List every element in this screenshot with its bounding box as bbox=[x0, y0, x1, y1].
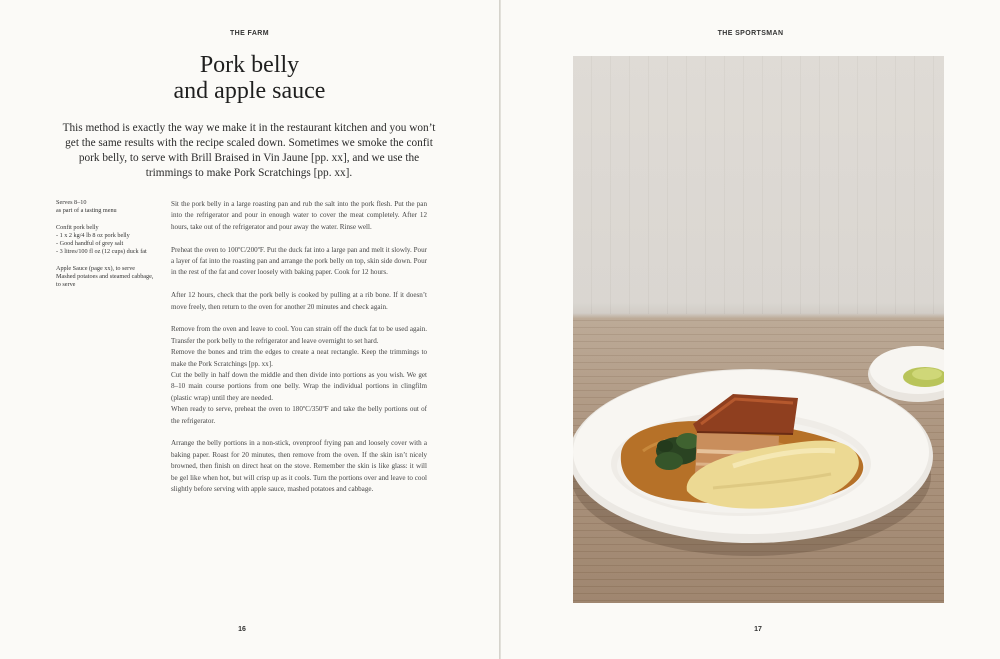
serves-note: as part of a tasting menu bbox=[56, 207, 117, 215]
left-page bbox=[0, 0, 499, 659]
ingredient-item: - Good handful of grey salt bbox=[56, 240, 124, 248]
recipe-intro: This method is exactly the way we make it in the restaurant kitchen and you won’t get the same results with the recipe scaled down. Sometimes we smoke the confit pork belly, to serve with Brill Braised in Vin Jaune [pp. xx], and we use the trimmings to make Pork Scratchings [pp. xx]. bbox=[62, 122, 436, 179]
serve-with-item: Apple Sauce (page xx), to serve bbox=[56, 264, 136, 272]
recipe-title-line-2: and apple sauce bbox=[173, 78, 326, 104]
method-line: Cut the belly in half down the middle and then divide into portions as you wish. We get 8–10 main course portions from one belly. Wrap the individual portions in clingfilm (plastic wrap) until they are needed. bbox=[171, 371, 427, 402]
page-number-right: 17 bbox=[754, 626, 762, 633]
method-paragraph: Arrange the belly portions in a non-stick, ovenproof frying pan and loosely cover with a baking paper. Roast for 20 minutes, then remove from the oven. If the skin isn’t nicely browned, then finish on direct heat on the stove. Remember the skin is like glass: it will be gel like when hot, but will crisp up as it cools. Turn the portions over and leave to cool slightly before serving with apple sauce, mashed potatoes and cabbage. bbox=[171, 439, 427, 494]
method-line: When ready to serve, preheat the oven to 180ºC/350ºF and take the belly portions out of the refrigerator. bbox=[171, 405, 427, 425]
running-head-right: THE SPORTSMAN bbox=[717, 30, 784, 37]
method-paragraph: Preheat the oven to 100ºC/200ºF. Put the duck fat into a large pan and melt it slowly. Pour a layer of fat into the roasting pan and arrange the pork belly on top, skin side down. Pour in the rest of the fat and cover loosely with baking paper. Cook for 12 hours. bbox=[171, 245, 427, 277]
food-illustration bbox=[573, 56, 944, 603]
confit-heading: Confit pork belly bbox=[56, 223, 99, 231]
method-paragraph: After 12 hours, check that the pork belly is cooked by pulling at a rib bone. If it doesn’t move freely, then return to the oven for another 20 minutes and check again. bbox=[171, 291, 427, 311]
recipe-title bbox=[0, 52, 499, 104]
side-dish bbox=[868, 346, 944, 402]
method-line: Remove the bones and trim the edges to create a neat rectangle. Keep the trimmings to make the Pork Scratchings [pp. xx]. bbox=[171, 348, 427, 368]
ingredients-column bbox=[56, 199, 156, 298]
ingredient-item: - 1 x 2 kg/4 lb 8 oz pork belly bbox=[56, 231, 130, 239]
page-number-left: 16 bbox=[238, 626, 246, 633]
serves-text: Serves 8–10 bbox=[56, 199, 87, 206]
serve-with-item: Mashed potatoes and steamed cabbage, to serve bbox=[56, 273, 154, 289]
right-page bbox=[501, 0, 1000, 659]
confit-ingredients bbox=[56, 224, 156, 257]
running-head-left: THE FARM bbox=[230, 30, 269, 37]
method-paragraph: Sit the pork belly in a large roasting pan and rub the salt into the pork flesh. Put the pan into the refrigerator and pour in enough water to cover the meat completely. After 12 hours, take out of the refrigerator and pour away the water. Rinse well. bbox=[171, 200, 427, 231]
method-paragraph-group bbox=[171, 324, 427, 427]
plated-pork-belly-photo bbox=[573, 56, 944, 603]
serves-block bbox=[56, 199, 156, 216]
serve-with-block bbox=[56, 265, 156, 290]
recipe-title-line-1: Pork belly bbox=[199, 52, 300, 78]
method-text bbox=[171, 199, 427, 507]
ingredient-item: - 3 litres/100 fl oz (12 cups) duck fat bbox=[56, 248, 147, 256]
method-line: Remove from the oven and leave to cool. You can strain off the duck fat to be used again. Transfer the pork belly to the refrigerator and leave overnight to set hard. bbox=[171, 325, 427, 345]
